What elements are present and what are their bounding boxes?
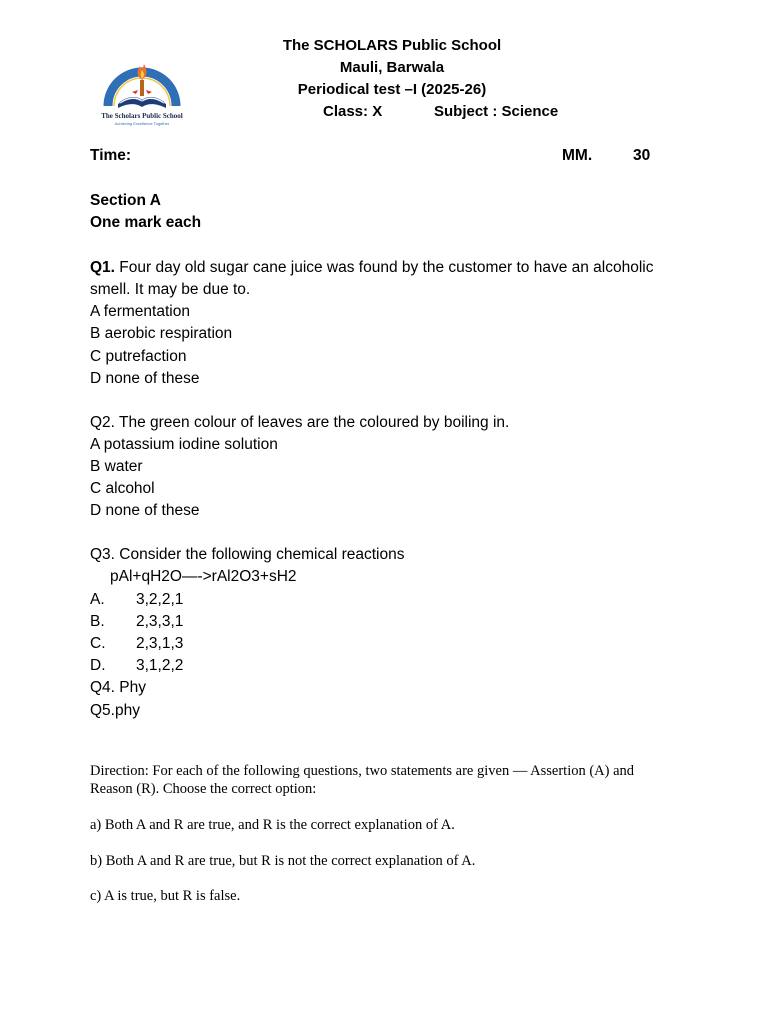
question-3-text: Q3. Consider the following chemical reactions bbox=[90, 546, 405, 563]
question-1-option-d: D none of these bbox=[90, 370, 200, 387]
question-3-equation: pAl+qH2O—->rAl2O3+sH2 bbox=[110, 568, 297, 585]
assertion-reason-direction: Direction: For each of the following questions, two statements are given — Assertion (A) and Reason (R). Choose the correct option: bbox=[90, 763, 635, 797]
class-label: Class: X bbox=[323, 103, 383, 120]
question-3-option-d-letter: D. bbox=[90, 657, 106, 674]
question-3-option-b-letter: B. bbox=[90, 613, 105, 630]
time-label: Time: bbox=[90, 147, 132, 164]
max-marks-value: 30 bbox=[633, 147, 651, 164]
assertion-reason-option-c: c) A is true, but R is false. bbox=[90, 888, 241, 904]
test-name: Periodical test –I (2025-26) bbox=[297, 81, 487, 98]
question-1-text-line2: smell. It may be due to. bbox=[90, 281, 251, 298]
question-1-option-b: B aerobic respiration bbox=[90, 325, 233, 342]
question-2-text: Q2. The green colour of leaves are the coloured by boiling in. bbox=[90, 414, 510, 431]
logo-motto: Achieving Excellence Together bbox=[114, 121, 170, 126]
question-3-option-c-value: 2,3,1,3 bbox=[136, 635, 184, 652]
section-subtitle: One mark each bbox=[90, 214, 202, 231]
question-2-option-a: A potassium iodine solution bbox=[90, 436, 278, 453]
question-3-option-d-value: 3,1,2,2 bbox=[136, 657, 184, 674]
question-3-option-c-letter: C. bbox=[90, 635, 106, 652]
question-2-option-b: B water bbox=[90, 458, 143, 475]
question-1-number: Q1. bbox=[90, 259, 115, 276]
question-1-text-line1: Four day old sugar cane juice was found by the customer to have an alcoholic bbox=[114, 259, 654, 276]
max-marks-label: MM. bbox=[562, 147, 593, 164]
question-4-text: Q4. Phy bbox=[90, 679, 146, 696]
assertion-reason-option-a: a) Both A and R are true, and R is the correct explanation of A. bbox=[90, 817, 455, 833]
question-3-option-b-value: 2,3,3,1 bbox=[136, 613, 184, 630]
section-title: Section A bbox=[90, 192, 161, 209]
question-1-option-c: C putrefaction bbox=[90, 348, 187, 365]
question-2-option-c: C alcohol bbox=[90, 480, 155, 497]
subject-label: Subject : Science bbox=[434, 103, 559, 120]
logo-school-name: The Scholars Public School bbox=[101, 112, 183, 120]
school-location: Mauli, Barwala bbox=[339, 59, 445, 76]
question-3-option-a-value: 3,2,2,1 bbox=[136, 591, 184, 608]
assertion-reason-option-b: b) Both A and R are true, but R is not the correct explanation of A. bbox=[90, 853, 476, 869]
question-2-option-d: D none of these bbox=[90, 502, 200, 519]
school-name: The SCHOLARS Public School bbox=[282, 37, 502, 54]
question-5-text: Q5.phy bbox=[90, 702, 140, 719]
question-1-text bbox=[90, 258, 654, 278]
question-1-option-a: A fermentation bbox=[90, 303, 190, 320]
question-3-option-a-letter: A. bbox=[90, 591, 105, 608]
